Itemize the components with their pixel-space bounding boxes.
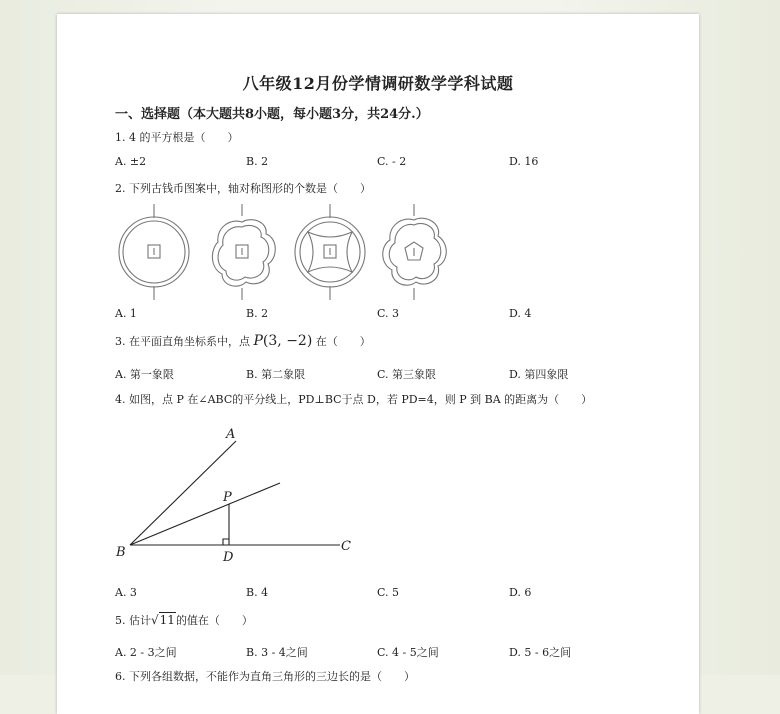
q1-option-d: D. 16 <box>509 155 539 168</box>
coin-4-figure <box>383 204 447 300</box>
question-6-stem: 6. 下列各组数据，不能作为直角三角形的三边长的是（ ） <box>115 670 415 683</box>
q4-option-a: A. 3 <box>115 586 137 599</box>
document-page <box>57 14 699 714</box>
label-b: B <box>116 545 126 560</box>
q3-option-a: A. 第一象限 <box>115 368 174 381</box>
label-a: A <box>226 427 236 442</box>
q3-stem-prefix: 3. 在平面直角坐标系中，点 <box>115 335 254 348</box>
q4-option-d: D. 6 <box>509 586 532 599</box>
q2-option-a: A. 1 <box>115 307 137 320</box>
q5-option-a: A. 2 - 3之间 <box>115 646 177 659</box>
q3-option-d: D. 第四象限 <box>509 368 569 381</box>
q2-option-d: D. 4 <box>509 307 532 320</box>
question-1-stem: 1. 4 的平方根是（ ） <box>115 131 239 144</box>
q5-radicand: 11 <box>159 613 175 627</box>
q2-option-b: B. 2 <box>246 307 269 320</box>
q4-option-c: C. 5 <box>377 586 400 599</box>
q1-option-a: A. ±2 <box>115 155 147 168</box>
coin-figures <box>112 202 452 302</box>
question-2-stem: 2. 下列古钱币图案中，轴对称图形的个数是（ ） <box>115 182 371 195</box>
q3-stem-suffix: 在（ ） <box>312 335 371 348</box>
section-heading: 一、选择题（本大题共8小题，每小题3分，共24分.） <box>115 107 429 122</box>
q5-option-c: C. 4 - 5之间 <box>377 646 439 659</box>
q5-stem-suffix: 的值在（ ） <box>175 614 253 627</box>
sqrt-symbol: √11 <box>151 613 175 627</box>
q3-point-name: P <box>253 333 263 349</box>
coin-1-figure <box>119 204 189 300</box>
q5-option-d: D. 5 - 6之间 <box>509 646 572 659</box>
coin-3-figure <box>295 204 365 300</box>
ray-ba <box>130 441 236 545</box>
right-angle-mark <box>223 539 229 545</box>
q3-option-b: B. 第二象限 <box>246 368 306 381</box>
question-5-stem <box>115 612 253 628</box>
q1-option-b: B. 2 <box>246 155 269 168</box>
q4-option-b: B. 4 <box>246 586 269 599</box>
q5-stem-prefix: 5. 估计 <box>115 614 151 627</box>
label-c: C <box>341 539 351 554</box>
label-d: D <box>223 550 234 565</box>
label-p: P <box>223 490 232 505</box>
question-3-stem <box>115 333 371 349</box>
question-4-stem: 4. 如图，点 P 在∠ABC的平分线上，PD⊥BC于点 D，若 PD=4，则 P 到 BA 的距离为（ ） <box>115 393 593 406</box>
angle-bisector-figure <box>112 419 372 579</box>
q5-option-b: B. 3 - 4之间 <box>246 646 308 659</box>
q1-option-c: C. - 2 <box>377 155 407 168</box>
q2-option-c: C. 3 <box>377 307 400 320</box>
page-title: 八年级12月份学情调研数学学科试题 <box>242 74 514 93</box>
ray-bp <box>130 483 280 545</box>
coin-2-figure <box>212 204 275 300</box>
q3-option-c: C. 第三象限 <box>377 368 437 381</box>
q3-point-coords: (3, −2) <box>262 333 313 349</box>
